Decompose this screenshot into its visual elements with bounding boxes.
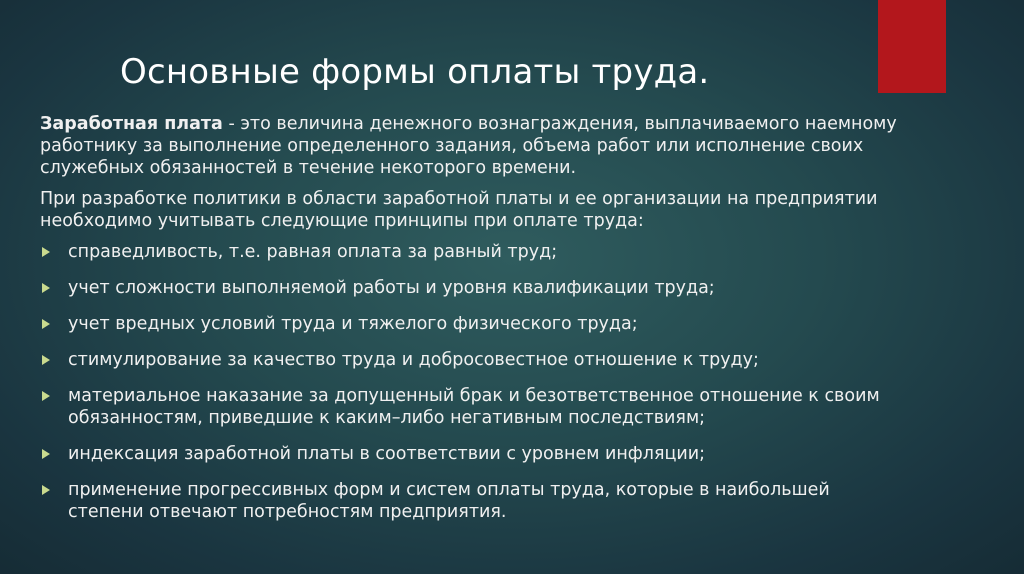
triangle-right-icon [42, 319, 50, 329]
list-item [40, 313, 900, 335]
list-item [40, 241, 900, 263]
list-item [40, 385, 900, 429]
list-item-text: индексация заработной платы в соответствии с уровнем инфляции; [68, 444, 706, 464]
triangle-right-icon [42, 485, 50, 495]
slide-title: Основные формы оплаты труда. [120, 52, 710, 92]
triangle-right-icon [42, 283, 50, 293]
list-item [40, 443, 900, 465]
slide-content [40, 113, 900, 537]
triangle-right-icon [42, 391, 50, 401]
accent-bar [878, 0, 946, 93]
list-item-text: материальное наказание за допущенный брак и безответственное отношение к своим обязанностям, приведшие к каким–либо негативным последствиям; [68, 386, 880, 428]
intro-paragraph: При разработке политики в области заработной платы и ее организации на предприятии необходимо учитывать следующие принципы при оплате труда: [40, 189, 878, 231]
list-item [40, 277, 900, 299]
list-item-text: учет сложности выполняемой работы и уровня квалификации труда; [68, 278, 715, 298]
list-item-text: справедливость, т.е. равная оплата за равный труд; [68, 242, 558, 262]
definition-term: Заработная плата [40, 114, 223, 134]
list-item-text: стимулирование за качество труда и добросовестное отношение к труду; [68, 350, 759, 370]
triangle-right-icon [42, 247, 50, 257]
principles-list [40, 241, 900, 523]
triangle-right-icon [42, 449, 50, 459]
definition-text: - это величина денежного вознаграждения, выплачиваемого наемному работнику за выполнение определенного задания, объема работ или исполнение своих служебных обязанностей в течение некоторого времени. [40, 114, 897, 178]
list-item-text: применение прогрессивных форм и систем оплаты труда, которые в наибольшей степени отвечают потребностям предприятия. [68, 480, 830, 522]
list-item [40, 479, 900, 523]
definition-paragraph [40, 113, 900, 179]
list-item [40, 349, 900, 371]
list-item-text: учет вредных условий труда и тяжелого физического труда; [68, 314, 638, 334]
triangle-right-icon [42, 355, 50, 365]
